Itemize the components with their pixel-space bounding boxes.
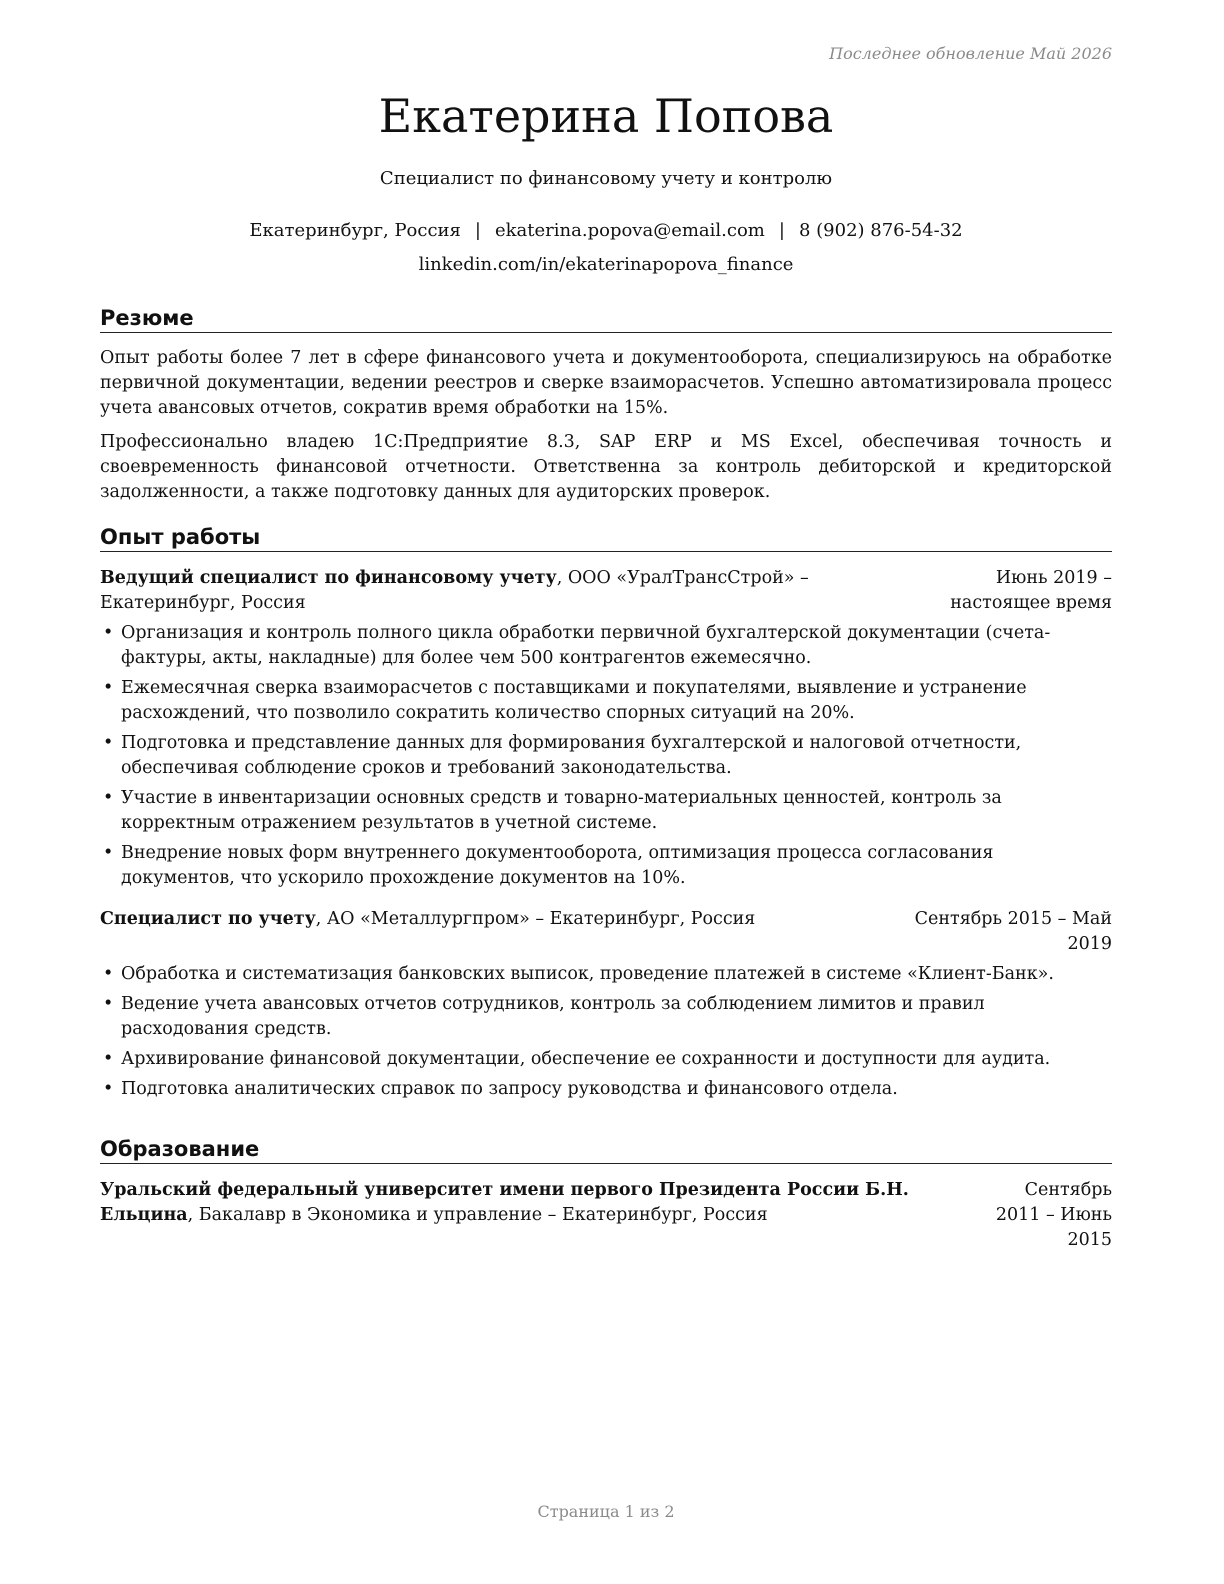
list-item: • Подготовка и представление данных для формирования бухгалтерской и налоговой отчетности, обеспечивая соблюдение сроков и требований законодательства.: [103, 733, 1022, 778]
job-bullets: [100, 621, 1112, 891]
job-title-line: [100, 907, 872, 932]
job-company: , ООО «УралТрансСтрой» – Екатеринбург, Россия: [100, 568, 809, 613]
experience-section: [100, 523, 1112, 1107]
section-heading: Резюме: [100, 304, 1112, 333]
section-heading: Опыт работы: [100, 523, 1112, 552]
job-title-line: [100, 566, 910, 616]
summary-paragraph: Профессионально владею 1С:Предприятие 8.3, SAP ERP и MS Excel, обеспечивая точность и своевременность финансовой отчетности. Ответственна за контроль дебиторской и кредиторской задолженности, а также подготовку данных для аудиторских проверок.: [100, 432, 1112, 502]
job-dates: Июнь 2019 – настоящее время: [950, 568, 1112, 613]
bullet-icon: •: [103, 964, 114, 984]
location: Екатеринбург, Россия: [249, 220, 461, 241]
job-bullets: [100, 962, 1112, 1102]
education-section: [100, 1135, 1112, 1253]
phone: 8 (902) 876-54-32: [798, 220, 963, 241]
list-item: • Ежемесячная сверка взаиморасчетов с поставщиками и покупателями, выявление и устранение расхождений, что позволило сократить количество спорных ситуаций на 20%.: [103, 678, 1027, 723]
page-number: Страница 1 из 2: [537, 1502, 675, 1521]
list-item: • Внедрение новых форм внутреннего документооборота, оптимизация процесса согласования документов, что ускорило прохождение документов на 10%.: [103, 843, 994, 888]
job-company: , АО «Металлургпром» – Екатеринбург, Россия: [315, 909, 756, 929]
bullet-icon: •: [103, 788, 114, 808]
job-title: Специалист по финансовому учету и контролю: [379, 168, 833, 189]
linkedin-link[interactable]: linkedin.com/in/ekaterinapopova_finance: [418, 254, 794, 275]
last-updated: Последнее обновление Май 2026: [829, 44, 1112, 63]
separator: |: [778, 220, 785, 241]
education-entry: [100, 1178, 1112, 1253]
resume-page: [100, 0, 1112, 1584]
list-item: • Архивирование финансовой документации, обеспечение ее сохранности и доступности для аудита.: [100, 1047, 1112, 1072]
list-item: • Ведение учета авансовых отчетов сотрудников, контроль за соблюдением лимитов и правил расходования средств.: [103, 994, 985, 1039]
bullet-icon: •: [103, 843, 114, 863]
job-header: [100, 907, 1112, 957]
section-heading: Образование: [100, 1135, 1112, 1164]
education-title-line: [100, 1178, 976, 1228]
list-item: • Участие в инвентаризации основных средств и товарно-материальных ценностей, контроль за корректным отражением результатов в учетной системе.: [103, 788, 1002, 833]
job-entry: [100, 907, 1112, 1102]
bullet-icon: •: [103, 678, 114, 698]
separator: |: [474, 220, 481, 241]
degree-details: , Бакалавр в Экономика и управление – Екатеринбург, Россия: [187, 1205, 768, 1225]
bullet-icon: •: [103, 994, 114, 1014]
list-item: • Организация и контроль полного цикла обработки первичной бухгалтерской документации (счета-фактуры, акты, накладные) для более чем 500 контрагентов ежемесячно.: [103, 623, 1051, 668]
bullet-icon: •: [103, 1079, 114, 1099]
education-dates: Сентябрь 2011 – Июнь 2015: [995, 1180, 1112, 1250]
job-entry: [100, 566, 1112, 891]
person-name: Екатерина Попова: [378, 89, 834, 143]
job-role: Ведущий специалист по финансовому учету: [100, 568, 557, 588]
bullet-icon: •: [103, 623, 114, 643]
institution-name: Уральский федеральный университет имени первого Президента России Б.Н. Ельцина: [100, 1180, 909, 1225]
bullet-icon: •: [103, 733, 114, 753]
job-header: [100, 566, 1112, 616]
email-link[interactable]: ekaterina.popova@email.com: [495, 220, 765, 241]
list-item: • Подготовка аналитических справок по запросу руководства и финансового отдела.: [100, 1077, 1112, 1102]
list-item: • Обработка и систематизация банковских выписок, проведение платежей в системе «Клиент-Банк».: [100, 962, 1112, 987]
summary-section: [100, 304, 1112, 505]
summary-paragraph: Опыт работы более 7 лет в сфере финансового учета и документооборота, специализируюсь на обработке первичной документации, ведении реестров и сверке взаиморасчетов. Успешно автоматизировала процесс учета авансовых отчетов, сократив время обработки на 15%.: [100, 348, 1112, 418]
contact-line: [100, 218, 1112, 244]
job-dates: Сентябрь 2015 – Май 2019: [914, 909, 1112, 954]
bullet-icon: •: [103, 1049, 114, 1069]
job-role: Специалист по учету: [100, 909, 316, 929]
